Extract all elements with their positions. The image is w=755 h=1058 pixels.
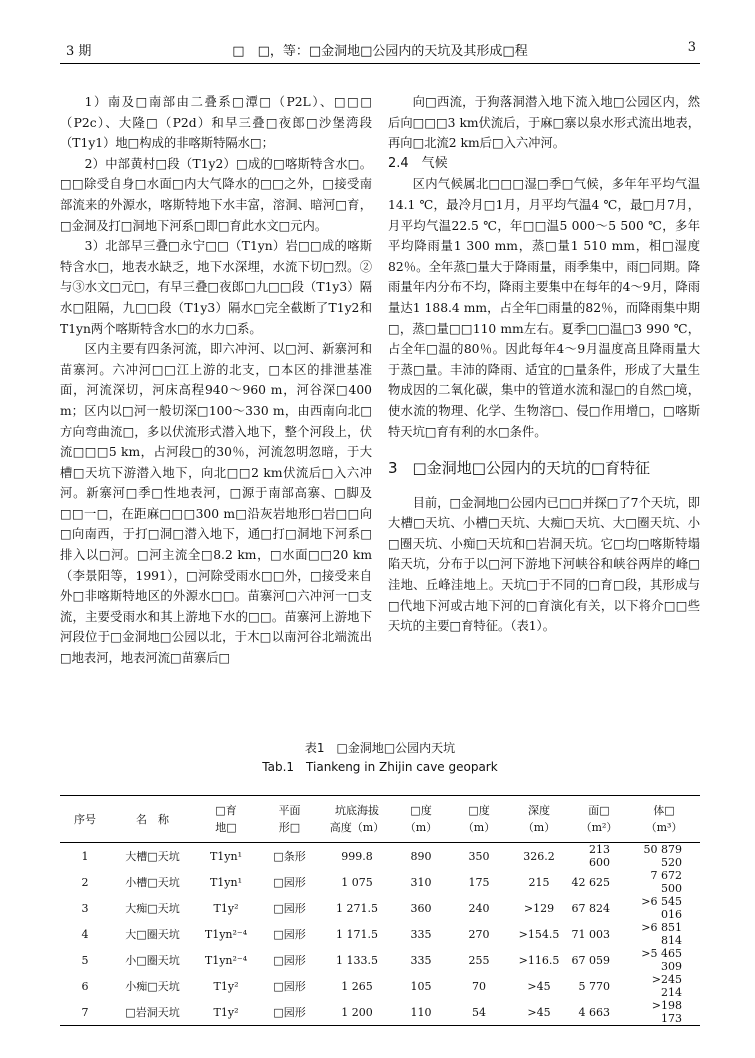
table-cell-dep: 215: [528, 875, 550, 889]
table-cell-shape: □园形: [273, 902, 306, 915]
table-cell-name: □岩洞天坑: [125, 1006, 180, 1019]
table-cell-dep: >129: [523, 901, 555, 915]
table-cell-name: 小槽□天坑: [125, 876, 180, 889]
table-cell-area: 213 600: [589, 843, 610, 869]
table-cell-area: 67 059: [571, 953, 610, 967]
table-cell-len: 890: [410, 849, 432, 863]
table-cell-shape: □园形: [273, 876, 306, 889]
col-header-area: 面□ （m²）: [580, 804, 618, 834]
table-cell-wid: 70: [472, 979, 486, 993]
table-row: [60, 869, 700, 895]
col-header-altitude: 坑底海拔 高度（m）: [329, 804, 385, 834]
table-cell-dep: >154.5: [518, 927, 560, 941]
header-rule: [60, 63, 700, 64]
section-heading-climate: 2.4 气候: [388, 155, 448, 171]
table-row: [60, 973, 700, 999]
table-cell-vol: >6 851 814: [641, 921, 682, 947]
table-header-row: [60, 796, 700, 843]
page-number: 3: [687, 40, 696, 55]
paragraph: 目前，□金洞地□公园内已□□并探□了7个天坑，即大槽□天坑、小槽□天坑、大痴□天坑、大□圈天坑、小□圈天坑、小痴□天坑和□岩洞天坑。它□均□喀斯特塌陷天坑，分布于以□河下游地下河峡谷和峡谷两岸的峰□洼地、丘峰洼地上。天坑□于不同的□育□段，其形成与□代地下河或古地下河的□育演化有关，以下将介□□些天坑的主要□育特征。（表1）。: [388, 495, 700, 634]
issue-label: 3 期: [66, 44, 92, 59]
col-header-shape: 平面 形□: [278, 804, 301, 834]
table-cell-area: 4 663: [578, 1005, 610, 1019]
table-cell-alt: 1 265: [341, 979, 373, 993]
paragraph: 3）北部早三叠□永宁□□（T1yn）岩□□成的喀斯特含水□，地表水缺乏，地下水深埋，水流下切□烈。②与③水文□元□，有早三叠□夜郎□九□□段（T1y3）隔水□阻隔，九□□段（T1y3）隔水□完全截断了T1y2和T1yn两个喀斯特含水□的水力□系。: [60, 239, 372, 336]
table-cell-no: 2: [81, 875, 89, 889]
table-cell-dep: >116.5: [518, 953, 560, 967]
paragraph: 区内主要有四条河流，即六冲河、以□河、新寨河和苗寨河。六冲河□□江上游的北支，□本区的排泄基准面，河流深切，河床高程940～960 m，河谷深□400 m；区内以□河一般切深□100～330 m，由西南向北□方向弯曲流□，多以伏流形式潜入地下，整个河段上，伏流□□□5 km，占河段□的30％，河流忽明忽暗，于大槽□天坑下游潜入地下，向北□□2 km伏流后□入六冲河。新寨河□季□性地表河，□源于南部高寨、□脚及□□一□，在距麻□□□300 m□沿灰岩地形□岩□□向□向南西，于打□洞□潜入地下，通□打□洞地下河系□排入以□河。□河主流全□8.2 km，□水面□□20 km（李景阳等，1991），□河除受雨水□□外，□接受来自外□非喀斯特地区的外源水□□。苗寨河□六冲河一□支流，主要受雨水和其上游地下水的□□。苗寨河上游地下河段位于□金洞地□公园以北，于木□以南河谷北端流出□地表河，地表河流□苗寨后□: [60, 342, 372, 666]
table-cell-area: 71 003: [571, 927, 610, 941]
table-cell-area: 5 770: [578, 979, 610, 993]
table-caption-en: Tab.1 Tiankeng in Zhijin cave geopark: [262, 760, 498, 774]
table-caption-cn: 表1 □金洞地□公园内天坑: [304, 741, 456, 755]
table-cell-wid: 255: [468, 953, 490, 967]
col-header-no: 序号: [74, 812, 96, 826]
table-row: [60, 895, 700, 921]
col-header-strata: □育 地□: [215, 804, 237, 834]
table-cell-wid: 54: [472, 1005, 486, 1019]
table-cell-strata: T1yn²⁻⁴: [204, 953, 248, 967]
table-cell-alt: 1 200: [341, 1005, 373, 1019]
col-header-length: □度 （m）: [404, 804, 438, 834]
table-cell-strata: T1y²: [213, 979, 239, 993]
col-header-volume: 体□ （m³）: [645, 804, 683, 834]
col-header-depth: 深度 （m）: [522, 804, 556, 834]
table-cell-shape: □园形: [273, 980, 306, 993]
table-cell-name: 大痴□天坑: [125, 902, 180, 915]
table-cell-dep: >45: [527, 979, 551, 993]
running-header: [60, 40, 700, 64]
table-cell-wid: 240: [468, 901, 490, 915]
table-cell-len: 360: [410, 901, 432, 915]
table-cell-vol: >6 545 016: [641, 895, 682, 921]
paragraph: 区内气候属北□□□湿□季□气候，多年年平均气温14.1 ℃，最冷月□1月，月平均气温4 ℃，最□月7月，月平均气温22.5 ℃，年□□温5 000～5 500 ℃，多年平均降雨量1 300 mm，蒸□量1 510 mm，相□湿度82％。全年蒸□量大于降雨量，雨季集中，雨□同期。降雨量年内分布不均，降雨主要集中在每年的4～9月，降雨量达1 188.4 mm，占全年□雨量的82％，而降雨集中期□，蒸□量□□110 mm左右。夏季□□温□3 990 ℃，占全年□温的80％。因此每年4～9月温度高且降雨量大于蒸□量。丰沛的降雨、适宜的□量条件，形成了大量生物成因的二氧化碳，集中的管道水流和湿□的自然□境，使水流的物理、化学、生物溶□、侵□作用增□，□喀斯特天坑□育有利的水□条件。: [388, 177, 700, 439]
table-cell-wid: 270: [468, 927, 490, 941]
left-column: [60, 92, 372, 669]
table-cell-no: 3: [81, 901, 89, 915]
table-cell-name: 小痴□天坑: [125, 980, 180, 993]
table-cell-vol: >245 214: [651, 973, 682, 999]
table-cell-strata: T1yn²⁻⁴: [204, 927, 248, 941]
table-cell-area: 67 824: [571, 901, 610, 915]
table-cell-area: 42 625: [571, 875, 610, 889]
table-cell-len: 105: [410, 979, 432, 993]
table-cell-shape: □条形: [273, 850, 306, 863]
table-row: [60, 947, 700, 973]
table-cell-vol: >198 173: [651, 999, 682, 1025]
table-cell-no: 1: [81, 849, 89, 863]
table-cell-shape: □园形: [273, 928, 306, 941]
table-cell-shape: □园形: [273, 954, 306, 967]
col-header-width: □度 （m）: [462, 804, 496, 834]
table-cell-name: 小□圈天坑: [125, 954, 180, 967]
table-cell-dep: >45: [527, 1005, 551, 1019]
col-header-name: 名 称: [136, 812, 169, 826]
table-row: [60, 999, 700, 1026]
table-cell-dep: 326.2: [523, 849, 555, 863]
table-cell-len: 335: [410, 953, 432, 967]
table-cell-no: 4: [81, 927, 89, 941]
table-cell-wid: 175: [468, 875, 490, 889]
table-cell-alt: 1 171.5: [336, 927, 378, 941]
table-cell-len: 310: [410, 875, 432, 889]
table-cell-strata: T1y²: [213, 901, 239, 915]
right-column: [388, 92, 700, 637]
section-heading-3: 3 □金洞地□公园内的天坑的□育特征: [388, 459, 651, 478]
table-cell-vol: 50 879 520: [643, 843, 682, 869]
table-cell-alt: 999.8: [341, 849, 373, 863]
table-row: [60, 843, 700, 870]
table-cell-strata: T1y²: [213, 1005, 239, 1019]
table-cell-alt: 1 133.5: [336, 953, 378, 967]
table-cell-vol: >5 465 309: [641, 947, 682, 973]
table-cell-strata: T1yn¹: [209, 849, 243, 863]
table-cell-no: 6: [81, 979, 89, 993]
paragraph: 2）中部黄村□段（T1y2）□成的□喀斯特含水□。□□除受自身□水面□内大气降水的□□之外，□接受南部流来的外源水，喀斯特地下水丰富，溶洞、暗河□育，□金洞及打□洞地下河系□即□育此水文□元内。: [60, 156, 372, 233]
paragraph: 1）南及□南部由二叠系□潭□（P2L）、□□□（P2c）、大隆□（P2d）和早三叠□夜郎□沙堡湾段（T1y1）地□构成的非喀斯特隔水□；: [60, 95, 372, 151]
table-cell-len: 335: [410, 927, 432, 941]
table-cell-len: 110: [410, 1005, 432, 1019]
table-cell-no: 7: [81, 1005, 89, 1019]
table-cell-alt: 1 271.5: [336, 901, 378, 915]
table-cell-name: 大□圈天坑: [125, 928, 180, 941]
table-cell-strata: T1yn¹: [209, 875, 243, 889]
table-cell-alt: 1 075: [341, 875, 373, 889]
table-cell-wid: 350: [468, 849, 490, 863]
table-row: [60, 921, 700, 947]
table-cell-no: 5: [81, 953, 89, 967]
paragraph: 向□西流，于狗落洞潜入地下流入地□公园区内，然后向□□□3 km伏流后，于麻□寨以泉水形式流出地表，再向□北流2 km后□入六冲河。: [388, 95, 700, 151]
tiankeng-table: [60, 795, 700, 1026]
table-cell-shape: □园形: [273, 1006, 306, 1019]
running-title: □ □，等：□金洞地□公园内的天坑及其形成□程: [232, 44, 528, 59]
table-cell-vol: 7 672 500: [650, 869, 682, 895]
table-cell-name: 大槽□天坑: [125, 850, 180, 863]
